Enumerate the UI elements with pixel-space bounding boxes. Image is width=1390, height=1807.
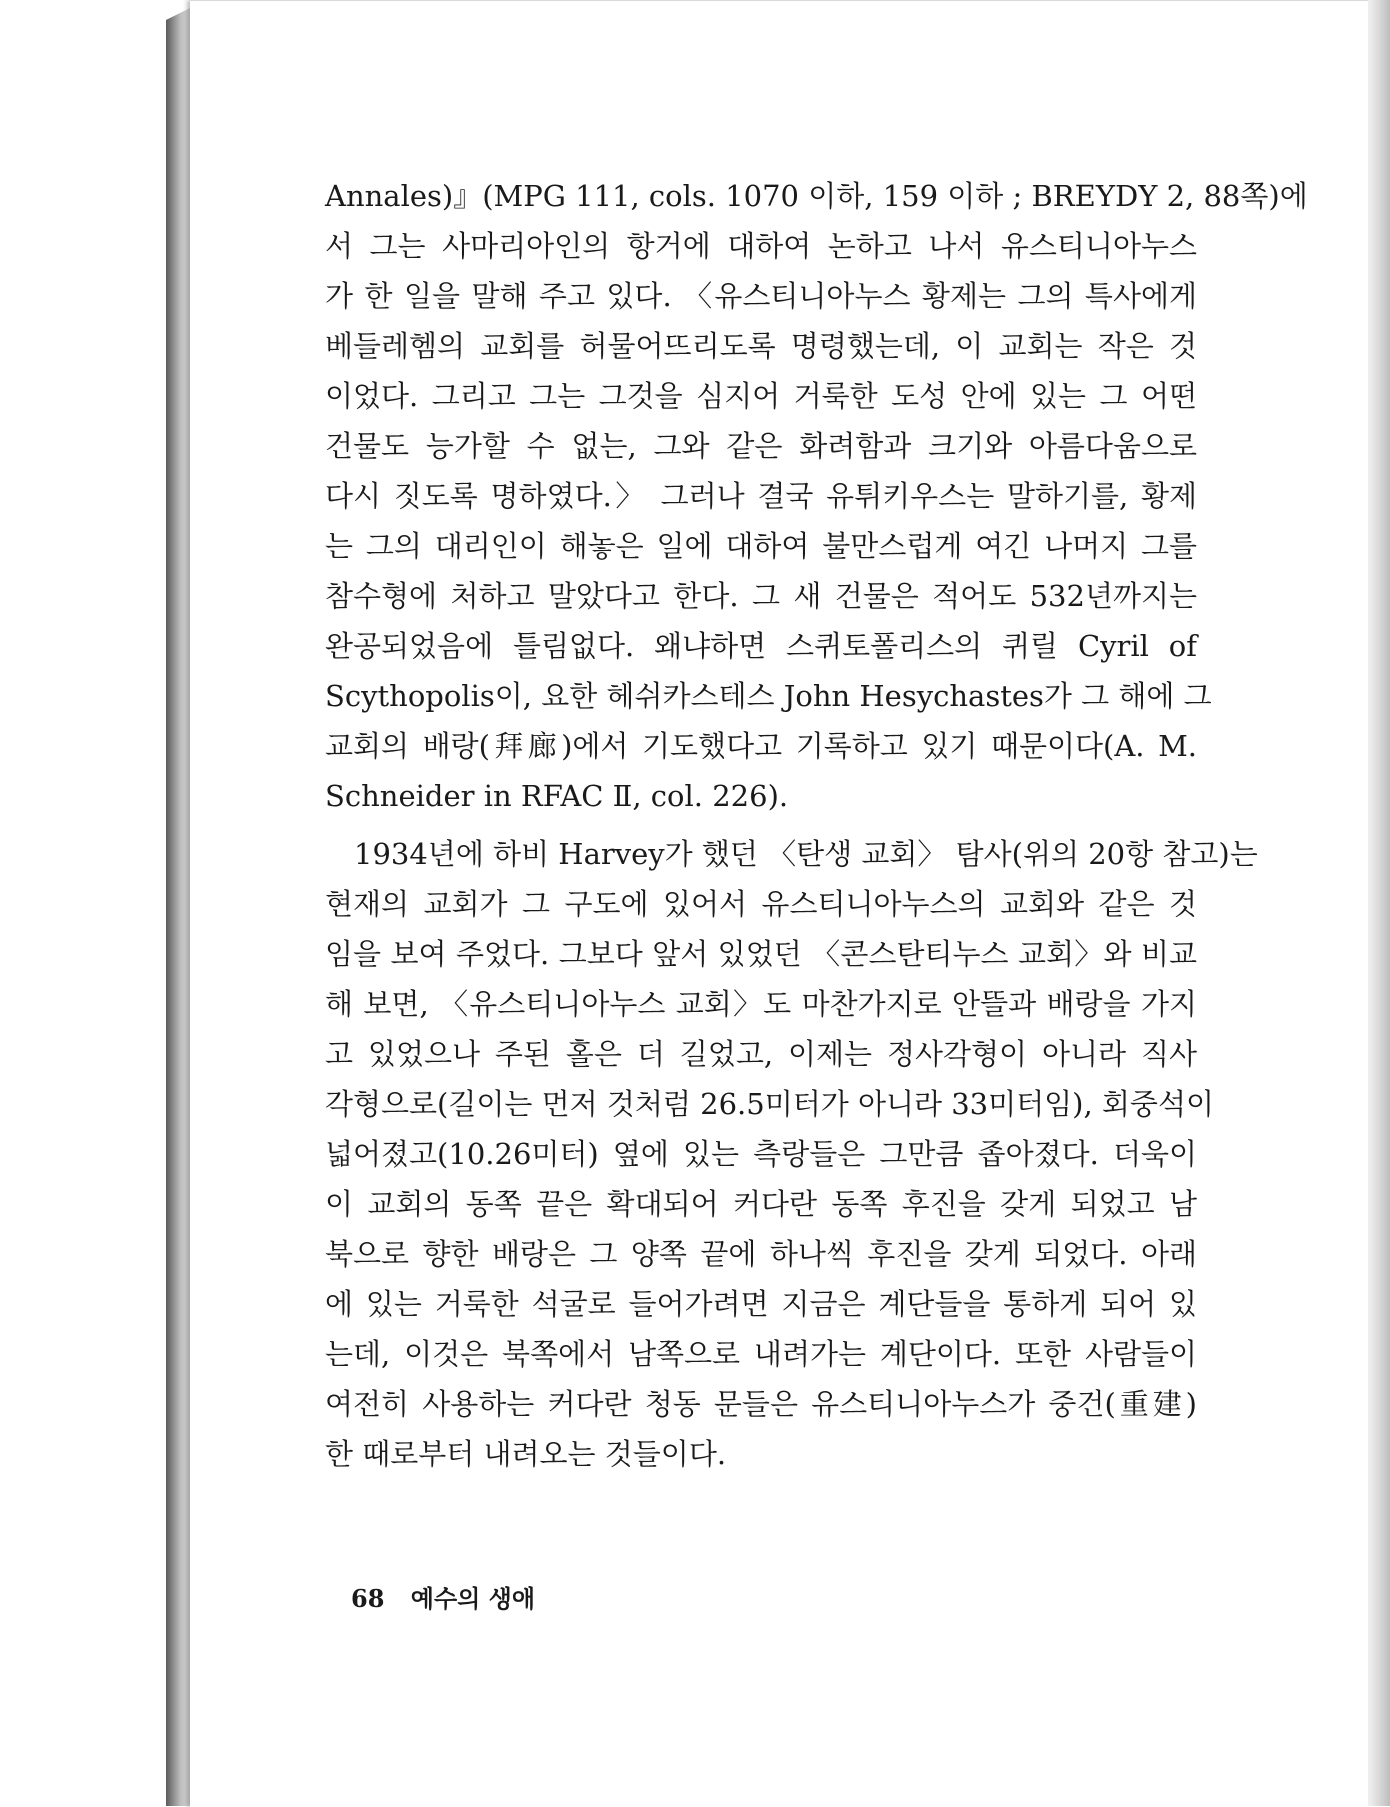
text-line: 건물도 능가할 수 없는, 그와 같은 화려함과 크기와 아름다움으로 bbox=[325, 429, 1197, 463]
page-number: 68 bbox=[351, 1584, 385, 1613]
page-stack-left bbox=[166, 8, 190, 1806]
text-line: 완공되었음에 틀림없다. 왜냐하면 스퀴토폴리스의 퀴릴 Cyril of bbox=[325, 629, 1197, 663]
text-line: Schneider in RFAC Ⅱ, col. 226). bbox=[325, 779, 789, 813]
page-stack-right bbox=[1368, 0, 1390, 1806]
text-line: 여전히 사용하는 커다란 청동 문들은 유스티니아누스가 중건(重建) bbox=[325, 1387, 1197, 1421]
text-line: Annales)』(MPG 111, cols. 1070 이하, 159 이하 ; BREYDY 2, 88쪽)에 bbox=[325, 179, 1308, 213]
paragraph-2 bbox=[325, 829, 1258, 1479]
paragraph-gap bbox=[325, 821, 1197, 829]
body-text bbox=[325, 171, 1308, 1479]
text-line: 는데, 이것은 북쪽에서 남쪽으로 내려가는 계단이다. 또한 사람들이 bbox=[325, 1337, 1197, 1371]
text-line: 현재의 교회가 그 구도에 있어서 유스티니아누스의 교회와 같은 것 bbox=[325, 887, 1197, 921]
text-line: 베들레헴의 교회를 허물어뜨리도록 명령했는데, 이 교회는 작은 것 bbox=[325, 329, 1197, 363]
running-title: 예수의 생애 bbox=[410, 1584, 536, 1613]
text-line: 이 교회의 동쪽 끝은 확대되어 커다란 동쪽 후진을 갖게 되었고 남 bbox=[325, 1187, 1197, 1221]
text-line: 다시 짓도록 명하였다.〉 그러나 결국 유튀키우스는 말하기를, 황제 bbox=[325, 479, 1197, 513]
text-line: 넓어졌고(10.26미터) 옆에 있는 측랑들은 그만큼 좁아졌다. 더욱이 bbox=[325, 1137, 1197, 1171]
text-line: 참수형에 처하고 말았다고 한다. 그 새 건물은 적어도 532년까지는 bbox=[325, 579, 1197, 613]
text-line: 에 있는 거룩한 석굴로 들어가려면 지금은 계단들을 통하게 되어 있 bbox=[325, 1287, 1197, 1321]
text-line: 한 때로부터 내려오는 것들이다. bbox=[325, 1437, 727, 1471]
text-line: 각형으로(길이는 먼저 것처럼 26.5미터가 아니라 33미터임), 회중석이 bbox=[325, 1087, 1214, 1121]
text-line: 해 보면, 〈유스티니아누스 교회〉도 마찬가지로 안뜰과 배랑을 가지 bbox=[325, 987, 1197, 1021]
book-page bbox=[190, 0, 1368, 1807]
text-line: 가 한 일을 말해 주고 있다. 〈유스티니아누스 황제는 그의 특사에게 bbox=[325, 279, 1197, 313]
text-line: Scythopolis이, 요한 헤쉬카스테스 John Hesychastes가 그 해에 그 bbox=[325, 679, 1212, 713]
text-line: 북으로 향한 배랑은 그 양쪽 끝에 하나씩 후진을 갖게 되었다. 아래 bbox=[325, 1237, 1197, 1271]
page-footer bbox=[351, 1579, 535, 1614]
text-line: 고 있었으나 주된 홀은 더 길었고, 이제는 정사각형이 아니라 직사 bbox=[325, 1037, 1197, 1071]
paragraph-1 bbox=[325, 171, 1308, 821]
text-line: 교회의 배랑(拜廊)에서 기도했다고 기록하고 있기 때문이다(A. M. bbox=[325, 729, 1197, 763]
text-line: 임을 보여 주었다. 그보다 앞서 있었던 〈콘스탄티누스 교회〉와 비교 bbox=[325, 937, 1197, 971]
text-line: 1934년에 하비 Harvey가 했던 〈탄생 교회〉 탐사(위의 20항 참고)는 bbox=[325, 837, 1258, 871]
text-line: 는 그의 대리인이 해놓은 일에 대하여 불만스럽게 여긴 나머지 그를 bbox=[325, 529, 1197, 563]
text-line: 이었다. 그리고 그는 그것을 심지어 거룩한 도성 안에 있는 그 어떤 bbox=[325, 379, 1197, 413]
text-line: 서 그는 사마리아인의 항거에 대하여 논하고 나서 유스티니아누스 bbox=[325, 229, 1197, 263]
